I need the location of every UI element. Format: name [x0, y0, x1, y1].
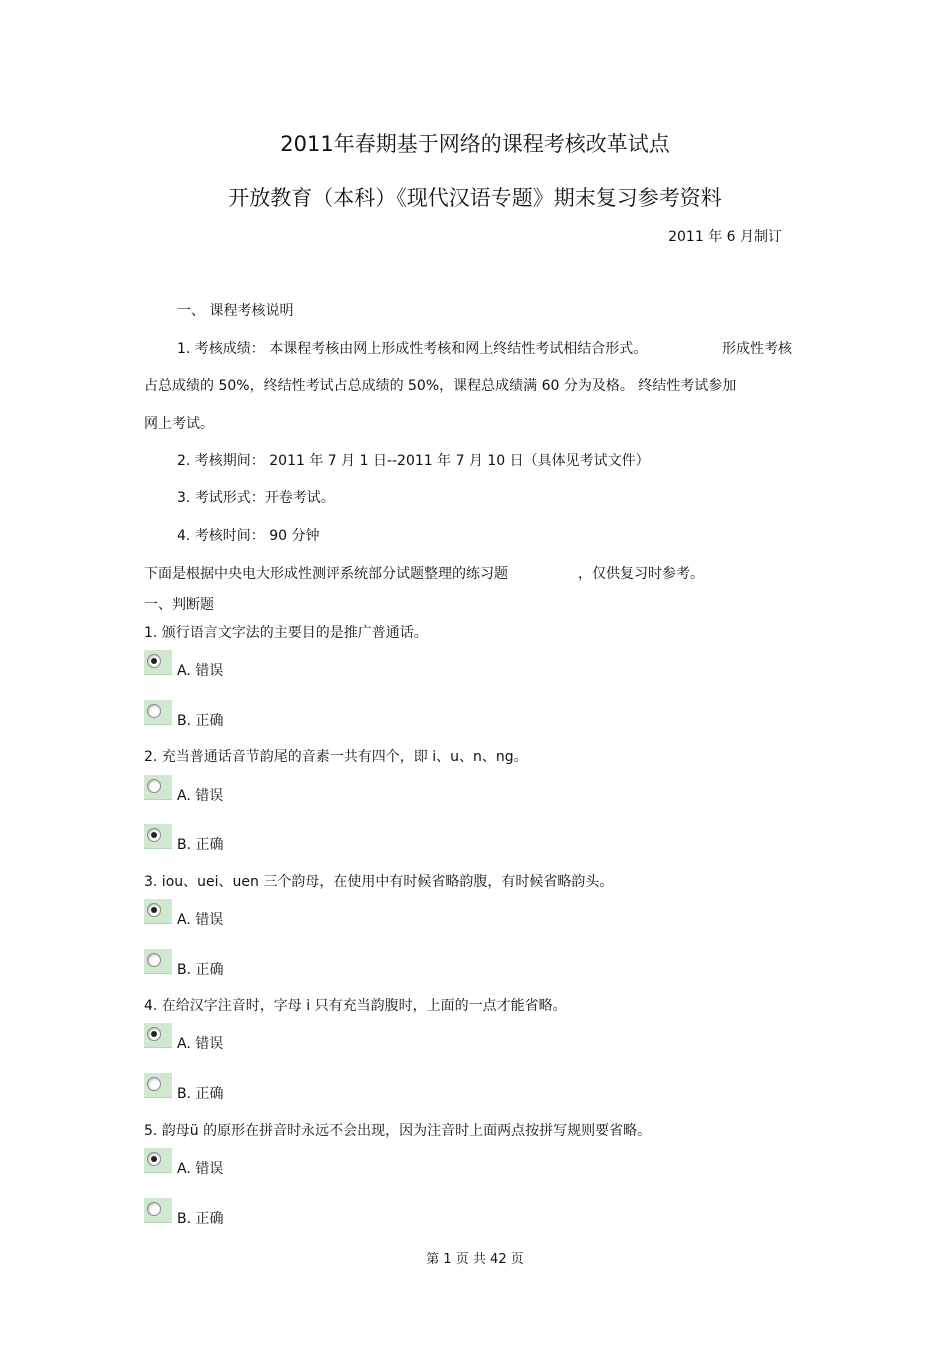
question-5-option-b[interactable] [144, 1198, 344, 1227]
radio-unchecked-icon[interactable] [147, 779, 161, 793]
question-5-option-a[interactable] [144, 1148, 344, 1177]
question-3-option-b[interactable] [144, 949, 344, 978]
radio-checked-icon[interactable] [147, 903, 161, 917]
option-label: A. 错误 [177, 788, 224, 804]
paragraph-format: 3. 考试形式：开卷考试。 [177, 490, 335, 506]
radio-checked-icon[interactable] [147, 654, 161, 668]
radio-box [144, 1198, 172, 1223]
paragraph-period: 2. 考核期间： 2011 年 7 月 1 日--2011 年 7 月 10 日（具体见考试文件） [177, 453, 650, 469]
radio-box [144, 1023, 172, 1048]
paragraph-score-line3: 网上考试。 [144, 416, 214, 432]
question-1: 1. 颁行语言文字法的主要目的是推广普通话。 [144, 625, 428, 641]
question-3-option-a[interactable] [144, 899, 344, 928]
page-footer: 第 1 页 共 42 页 [426, 1252, 524, 1267]
question-2: 2. 充当普通话音节韵尾的音素一共有四个，即 i、u、n、ng。 [144, 749, 528, 765]
radio-box [144, 775, 172, 800]
radio-box [144, 1148, 172, 1173]
radio-unchecked-icon[interactable] [147, 1077, 161, 1091]
radio-box [144, 899, 172, 924]
question-4-option-b[interactable] [144, 1073, 344, 1102]
document-title: 2011年春期基于网络的课程考核改革试点 [280, 132, 670, 156]
option-label: A. 错误 [177, 1036, 224, 1052]
document-subtitle: 开放教育（本科）《现代汉语专题》期末复习参考资料 [228, 186, 722, 210]
radio-unchecked-icon[interactable] [147, 953, 161, 967]
option-label: B. 正确 [177, 1211, 224, 1227]
radio-unchecked-icon[interactable] [147, 1202, 161, 1216]
option-label: B. 正确 [177, 1086, 224, 1102]
question-4: 4. 在给汉字注音时，字母 i 只有充当韵腹时，上面的一点才能省略。 [144, 998, 567, 1014]
option-label: A. 错误 [177, 663, 224, 679]
question-1-option-a[interactable] [144, 650, 344, 679]
paragraph-score-line1a: 1. 考核成绩： 本课程考核由网上形成性考核和网上终结性考试相结合形式。 [177, 341, 648, 357]
question-2-option-a[interactable] [144, 775, 344, 804]
question-4-option-a[interactable] [144, 1023, 344, 1052]
paragraph-score-line2: 占总成绩的 50%，终结性考试占总成绩的 50%，课程总成绩满 60 分为及格。 终结性考试参加 [144, 378, 737, 394]
option-label: B. 正确 [177, 713, 224, 729]
option-label: B. 正确 [177, 837, 224, 853]
radio-box [144, 824, 172, 849]
radio-box [144, 650, 172, 675]
radio-box [144, 700, 172, 725]
option-label: B. 正确 [177, 962, 224, 978]
paragraph-duration: 4. 考核时间： 90 分钟 [177, 528, 320, 544]
revision-date: 2011 年 6 月制订 [668, 229, 782, 245]
radio-checked-icon[interactable] [147, 1152, 161, 1166]
radio-unchecked-icon[interactable] [147, 704, 161, 718]
option-label: A. 错误 [177, 912, 224, 928]
section-heading-true-false: 一、判断题 [144, 597, 214, 613]
question-2-option-b[interactable] [144, 824, 344, 853]
radio-box [144, 949, 172, 974]
intro-text-b: ，仅供复习时参考。 [578, 566, 704, 582]
question-1-option-b[interactable] [144, 700, 344, 729]
radio-box [144, 1073, 172, 1098]
radio-checked-icon[interactable] [147, 828, 161, 842]
question-5: 5. 韵母ü 的原形在拼音时永远不会出现，因为注音时上面两点按拼写规则要省略。 [144, 1123, 652, 1139]
section-heading-assessment: 一、 课程考核说明 [177, 303, 294, 319]
option-label: A. 错误 [177, 1161, 224, 1177]
radio-checked-icon[interactable] [147, 1027, 161, 1041]
paragraph-score-line1b: 形成性考核 [722, 341, 792, 357]
question-3: 3. iou、uei、uen 三个韵母，在使用中有时候省略韵腹，有时候省略韵头。 [144, 874, 614, 890]
intro-text-a: 下面是根据中央电大形成性测评系统部分试题整理的练习题 [144, 566, 508, 582]
